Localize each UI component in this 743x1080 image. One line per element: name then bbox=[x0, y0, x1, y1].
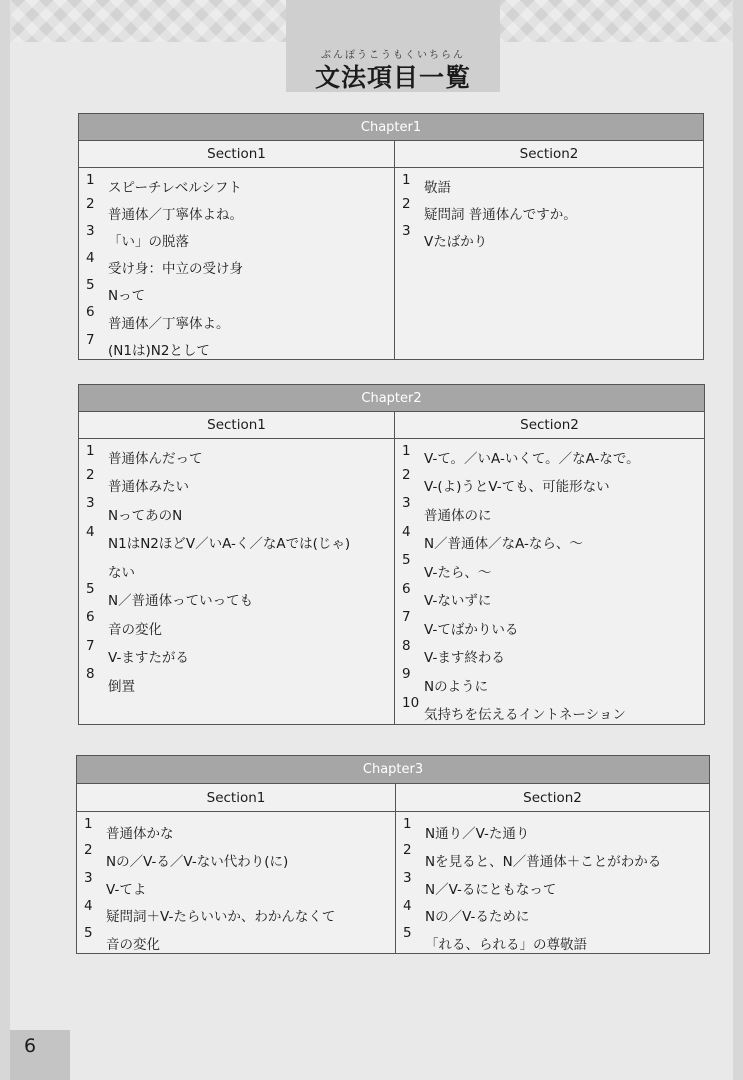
list-item: 3 V-てよ bbox=[84, 870, 147, 898]
title-box bbox=[286, 0, 500, 92]
list-item: 4 N／普通体／なA-なら、～ bbox=[402, 524, 583, 552]
chapter1-section1-header: Section1 bbox=[79, 141, 395, 168]
list-item: 4 Nの／V-るために bbox=[403, 898, 530, 925]
chapter2-section2-list bbox=[395, 439, 705, 725]
chapter3-section2-list bbox=[396, 812, 710, 954]
list-item: 6 音の変化 bbox=[86, 609, 162, 638]
chapter1-section2-header: Section2 bbox=[395, 141, 704, 168]
list-item: 5 「れる、られる」の尊敬語 bbox=[403, 925, 587, 953]
list-item: 2 V-(よ)うとV-ても、可能形ない bbox=[402, 467, 610, 495]
list-item: 4 受け身：中立の受け身 bbox=[86, 250, 243, 277]
chapter1-section1-list bbox=[79, 168, 395, 360]
list-item: 9 Nのように bbox=[402, 666, 489, 695]
list-item: 2 疑問詞 普通体んですか。 bbox=[402, 196, 577, 223]
list-item: 8 倒置 bbox=[86, 666, 135, 695]
chapter2-title: Chapter2 bbox=[79, 385, 705, 412]
list-item: 1 敬語 bbox=[402, 172, 451, 196]
list-item: 7 V-ますたがる bbox=[86, 638, 189, 666]
page-title: 文法項目一覧 bbox=[314, 63, 471, 92]
list-item: 7 (N1は)N2として bbox=[86, 332, 210, 359]
chapter3-title: Chapter3 bbox=[77, 756, 710, 784]
chapter3-section1-list bbox=[77, 812, 396, 954]
list-item: 5 N／普通体っていっても bbox=[86, 581, 254, 609]
chapter1-title: Chapter1 bbox=[79, 114, 704, 141]
list-item: 3 普通体のに bbox=[402, 495, 492, 524]
list-item: 3 NってあのN bbox=[86, 495, 183, 524]
chapter1-table bbox=[78, 113, 704, 360]
list-item: 1 スピーチレベルシフト bbox=[86, 172, 242, 196]
page-number: 6 bbox=[24, 1035, 37, 1057]
list-item: 2 普通体／丁寧体よね。 bbox=[86, 196, 243, 223]
chapter2-section1-list bbox=[79, 439, 395, 725]
list-item: 7 V-てばかりいる bbox=[402, 609, 519, 638]
list-item: 4 N1はN2ほどV／いA-く／なAでは(じゃ) bbox=[86, 524, 351, 552]
list-item: 1 普通体かな bbox=[84, 816, 174, 842]
chapter3-section1-header: Section1 bbox=[77, 784, 396, 812]
list-item: 10 気持ちを伝えるイントネーション bbox=[402, 695, 626, 723]
list-item: 5 Nって bbox=[86, 277, 146, 304]
list-item: 6 V-ないずに bbox=[402, 581, 492, 609]
chapter3-table bbox=[76, 755, 710, 954]
list-item: ない bbox=[108, 565, 135, 581]
chapter2-section2-header: Section2 bbox=[395, 412, 705, 439]
list-item: 3 N／V-るにともなって bbox=[403, 870, 557, 898]
chapter2-section1-header: Section1 bbox=[79, 412, 395, 439]
page-number-tab bbox=[10, 1030, 70, 1080]
list-item: 3 Vたばかり bbox=[402, 223, 488, 250]
list-item: 1 V-て。／いA-いくて。／なA-なで。 bbox=[402, 443, 640, 467]
chapter3-section2-header: Section2 bbox=[396, 784, 710, 812]
list-item: 8 V-ます終わる bbox=[402, 638, 505, 666]
list-item: 3 「い」の脱落 bbox=[86, 223, 189, 250]
list-item: 6 普通体／丁寧体よ。 bbox=[86, 304, 230, 332]
list-item: 2 Nを見ると、N／普通体＋ことがわかる bbox=[403, 842, 662, 870]
list-item: 1 普通体んだって bbox=[86, 443, 203, 467]
list-item: 2 Nの／V-る／V-ない代わり(に) bbox=[84, 842, 289, 870]
chapter1-section2-list bbox=[395, 168, 704, 360]
title-ruby: ぶんぽうこうもくいちらん bbox=[321, 50, 465, 61]
list-item: 5 V-たら、～ bbox=[402, 552, 492, 581]
list-item: 1 N通り／V-た通り bbox=[403, 816, 530, 842]
list-item: 5 音の変化 bbox=[84, 925, 160, 953]
list-item: 4 疑問詞＋V-たらいいか、わかんなくて bbox=[84, 898, 336, 925]
chapter2-table bbox=[78, 384, 705, 725]
list-item: 2 普通体みたい bbox=[86, 467, 189, 495]
